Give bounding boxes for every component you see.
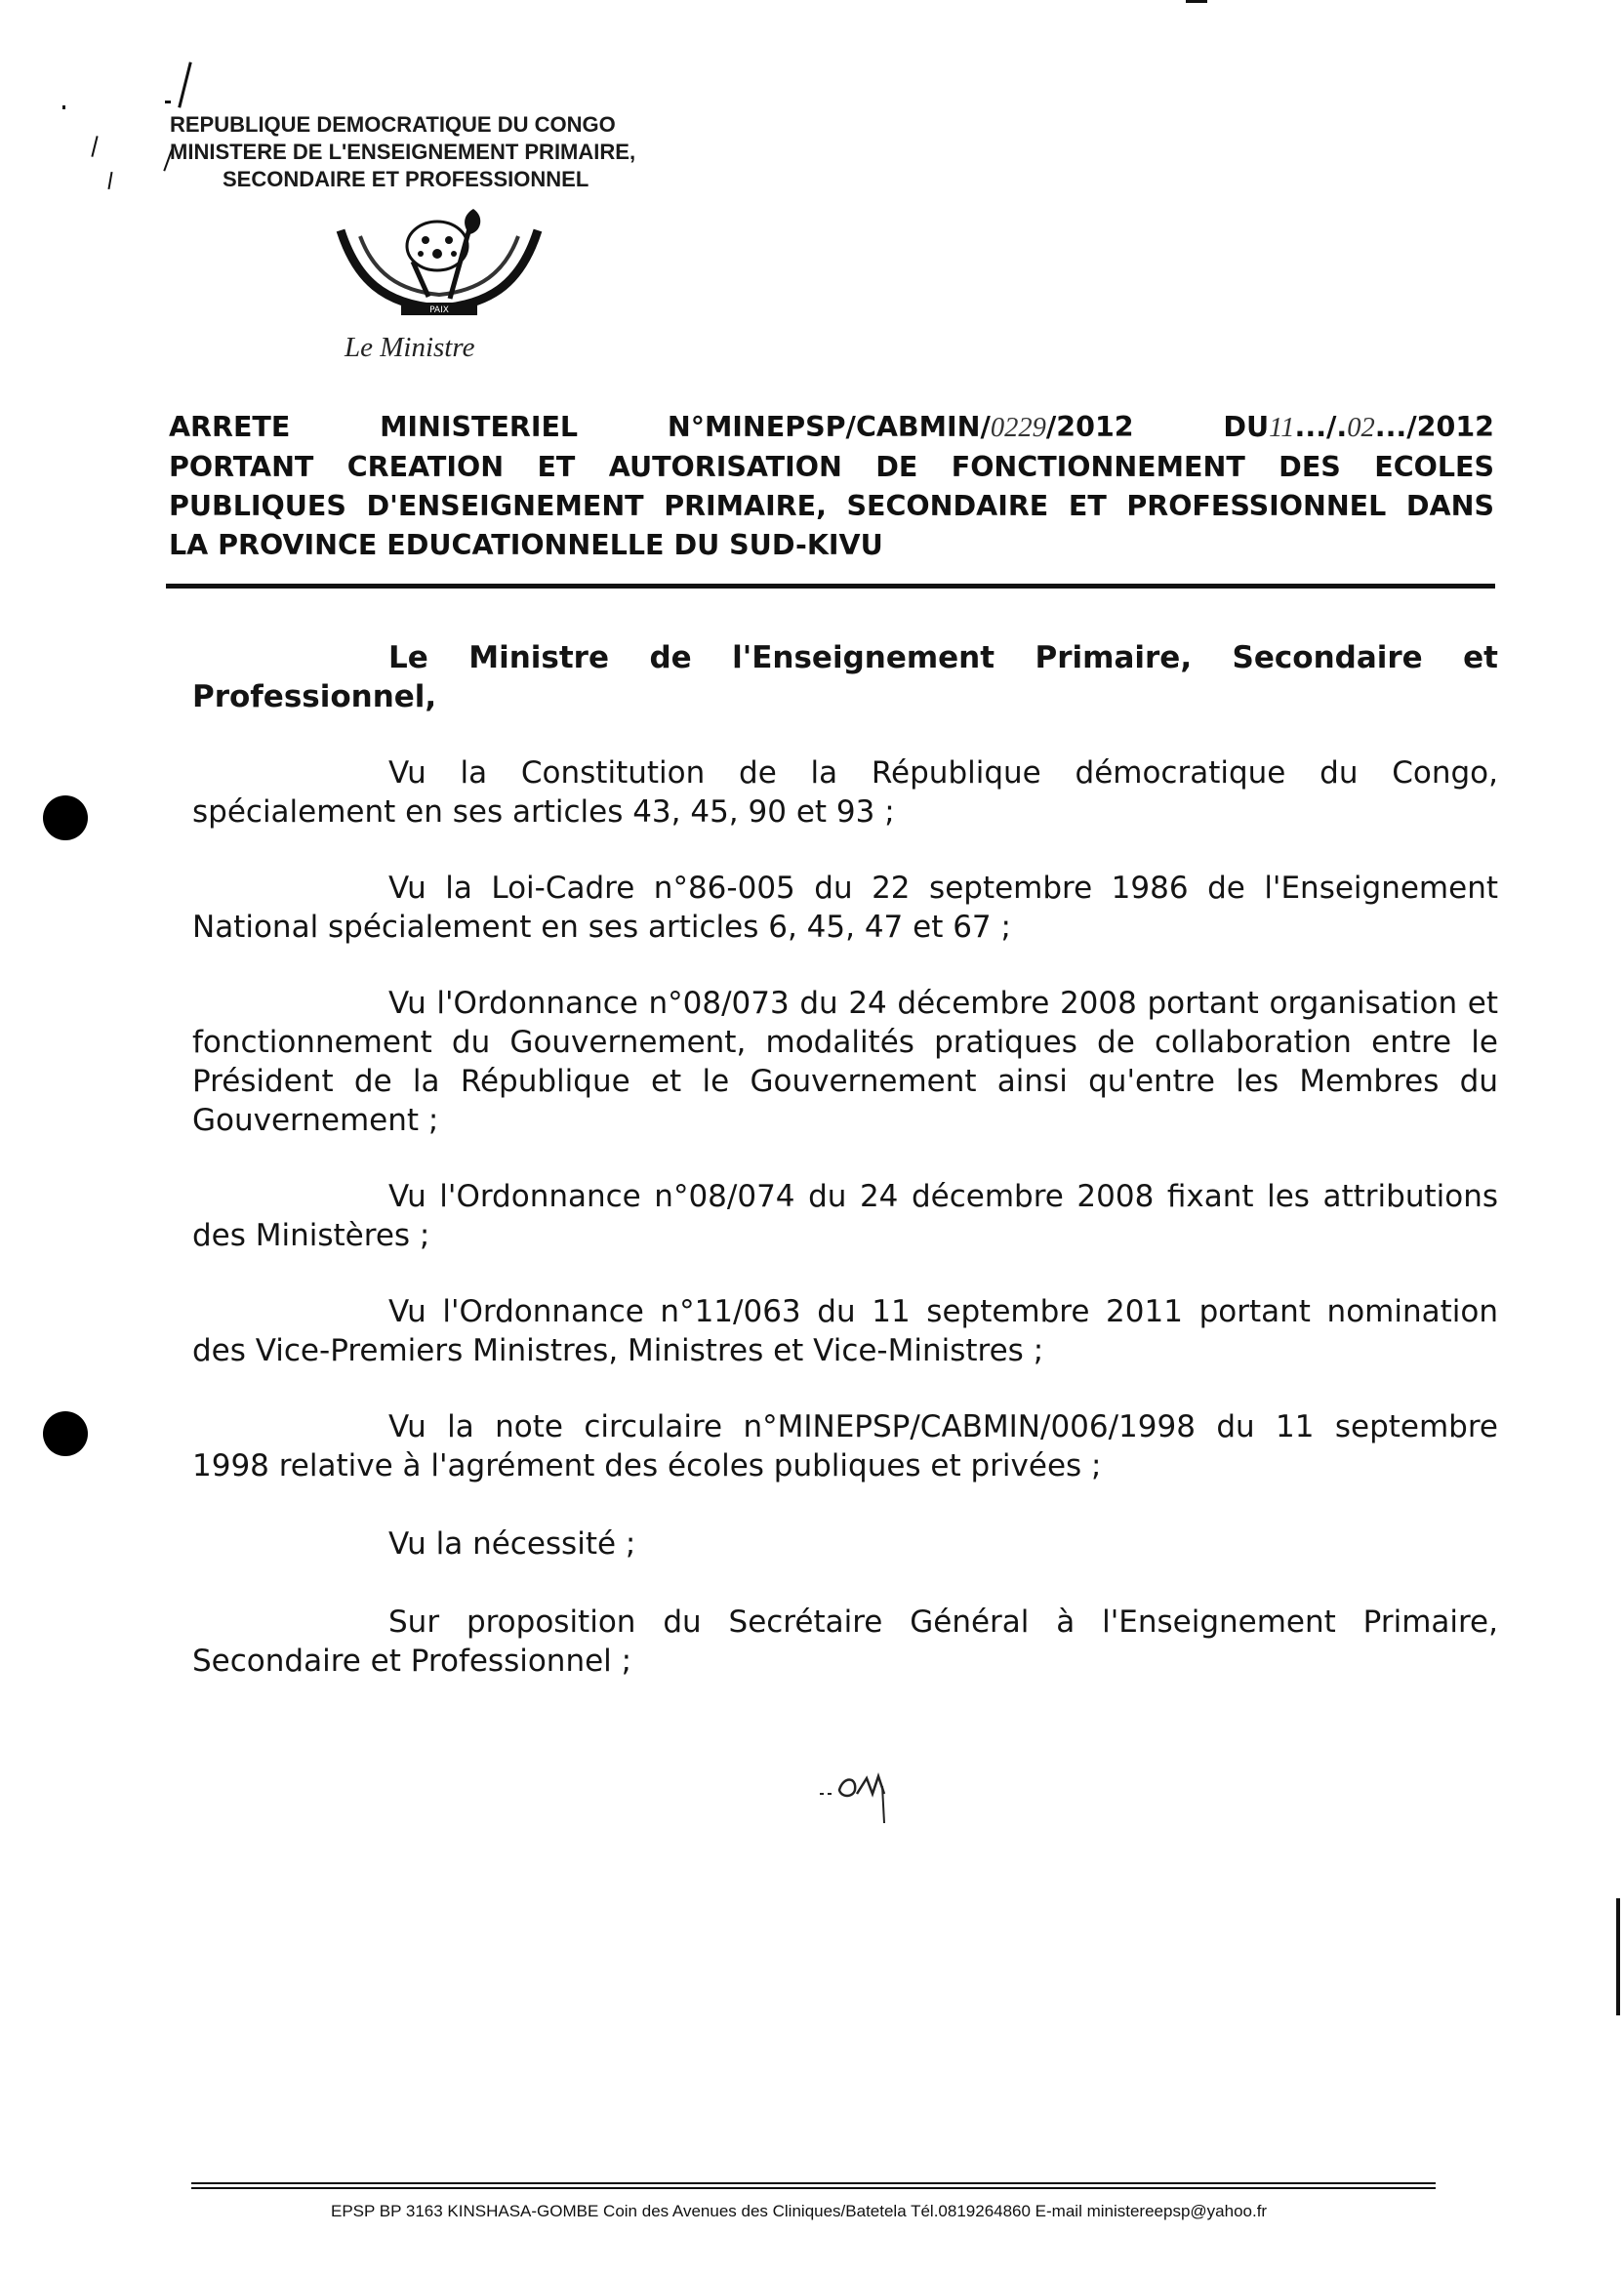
scan-mark <box>165 101 171 103</box>
considerant-ordonnance-11-063: Vu l'Ordonnance n°11/063 du 11 septembre 2011 portant nomination des Vice-Premiers Ministres, Ministres et Vice-Ministres ; <box>192 1294 1498 1368</box>
title-line-2: PORTANT CREATION ET AUTORISATION DE FONCTIONNEMENT DES ECOLES <box>169 451 1494 483</box>
punch-hole <box>43 1411 88 1456</box>
decree-date: DU11.../.02.../2012 <box>1223 411 1494 443</box>
title-line-3: PUBLIQUES D'ENSEIGNEMENT PRIMAIRE, SECONDAIRE ET PROFESSIONNEL DANS <box>169 490 1494 522</box>
arrete-label: ARRETE <box>169 411 291 443</box>
decree-reference-line <box>169 408 1494 448</box>
ministry-name: MINISTERE DE L'ENSEIGNEMENT PRIMAIRE, <box>170 140 636 164</box>
punch-hole <box>43 795 88 840</box>
country-name: REPUBLIQUE DEMOCRATIQUE DU CONGO <box>170 112 616 137</box>
footer-contact: EPSP BP 3163 KINSHASA-GOMBE Coin des Avenues des Cliniques/Batetela Tél.0819264860 E-mail ministereepsp@yahoo.fr <box>331 2202 1268 2220</box>
footer-rule <box>191 2182 1436 2184</box>
considerant-constitution: Vu la Constitution de la République démocratique du Congo, spécialement en ses articles 43, 45, 90 et 93 ; <box>192 755 1498 830</box>
handwritten-day: 11 <box>1269 413 1295 443</box>
coat-of-arms-emblem <box>327 203 551 330</box>
motto-ribbon: PAIX <box>429 305 449 315</box>
ministeriel-label: MINISTERIEL <box>380 411 579 443</box>
scan-mark <box>1186 0 1207 3</box>
handwritten-initials <box>818 1765 906 1843</box>
considerant-necessite: Vu la nécessité ; <box>388 1526 636 1562</box>
date-year: /2012 <box>1406 411 1494 443</box>
considerant-note-circulaire: Vu la note circulaire n°MINEPSP/CABMIN/006/1998 du 11 septembre 1998 relative à l'agrément des écoles publiques et privées ; <box>192 1409 1498 1483</box>
considerant-proposition: Sur proposition du Secrétaire Général à l'Enseignement Primaire, Secondaire et Professionnel ; <box>192 1605 1498 1679</box>
ministry-name-cont: SECONDAIRE ET PROFESSIONNEL <box>223 167 589 191</box>
handwritten-month: 02 <box>1347 413 1375 443</box>
handwritten-number: 0229 <box>990 413 1046 443</box>
scan-mark <box>62 105 65 109</box>
footer-rule <box>191 2187 1436 2189</box>
decree-title <box>169 408 1494 565</box>
minister-intro: Le Ministre de l'Enseignement Primaire, Secondaire et Professionnel, <box>192 640 1498 714</box>
date-prefix: DU <box>1223 411 1270 443</box>
title-divider <box>166 584 1495 589</box>
scan-edge-bar <box>1616 1898 1620 2015</box>
minister-label: Le Ministre <box>345 332 475 363</box>
title-line-4: LA PROVINCE EDUCATIONNELLE DU SUD-KIVU <box>169 529 883 561</box>
ref-prefix: N°MINEPSP/CABMIN/ <box>667 411 991 443</box>
scan-mark <box>107 172 112 189</box>
scan-mark <box>178 61 192 107</box>
considerant-loi-cadre: Vu la Loi-Cadre n°86-005 du 22 septembre 1986 de l'Enseignement National spécialement en ses articles 6, 45, 47 et 67 ; <box>192 871 1498 945</box>
considerant-ordonnance-08-073: Vu l'Ordonnance n°08/073 du 24 décembre 2008 portant organisation et fonctionnement du Gouvernement, modalités pratiques de collaboration entre le Président de la République et le Gouvernement ainsi qu'entre les Membres du Gouvernement ; <box>192 986 1498 1138</box>
considerant-ordonnance-08-074: Vu l'Ordonnance n°08/074 du 24 décembre 2008 fixant les attributions des Ministères ; <box>192 1179 1498 1253</box>
scan-mark <box>91 136 98 157</box>
decree-number <box>668 408 1134 448</box>
letterhead <box>170 111 853 193</box>
ref-year: /2012 <box>1045 411 1134 443</box>
decree-body <box>192 638 1498 1681</box>
